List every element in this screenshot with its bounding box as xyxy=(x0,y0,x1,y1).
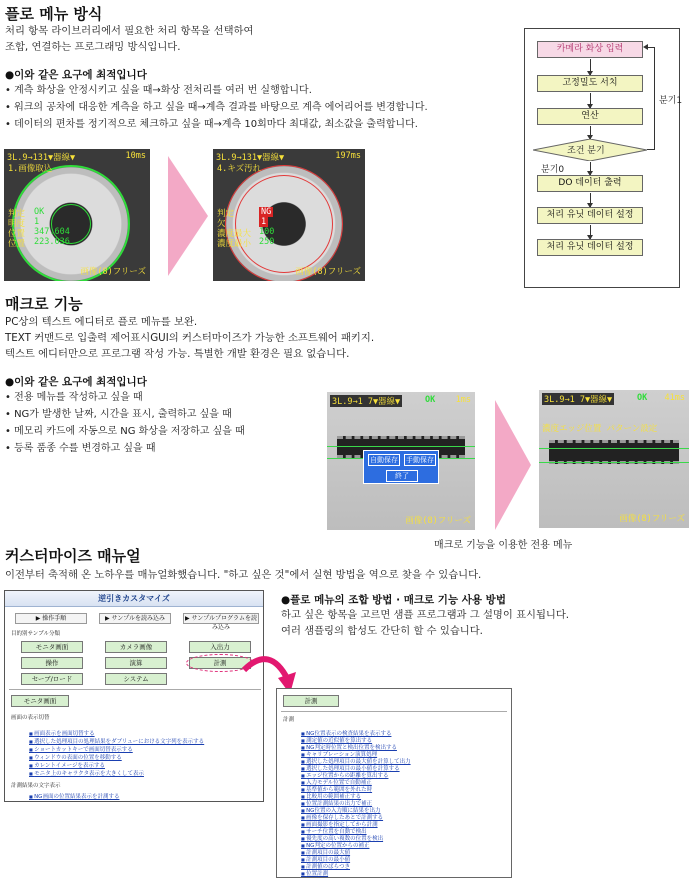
nav-sample-program-button[interactable]: ▶ サンプルプログラムを読み込み xyxy=(183,613,259,624)
macro-bullets xyxy=(5,389,245,457)
sample-link[interactable]: ■ ウィンドウの表面の位置を移動する xyxy=(29,753,122,761)
bullet-item: • NG가 발생한 날짜, 시간을 표시, 출력하고 싶을 때 xyxy=(5,406,245,423)
hud-row-value: 1 xyxy=(261,217,267,227)
inspection-image-after xyxy=(213,149,365,281)
hud-top: 3L.9→131▼器線▼ xyxy=(216,153,285,163)
hud-footer: 画像(8)フリーズ xyxy=(295,267,361,277)
flow-node-camera-input: 카메라 화상 입력 xyxy=(537,41,643,58)
macro-desc-3: 텍스트 에디터만으로 프로그램 작성 가능. 특별한 개발 환경은 필요 없습니다. xyxy=(5,348,350,360)
macro-image-result xyxy=(539,390,689,528)
sample-link[interactable]: ■ ショートカットキーで画面切替表示する xyxy=(29,745,133,753)
hud-row-label: 位置 xyxy=(8,229,26,239)
macro-caption: 매크로 기능을 이용한 전용 메뉴 xyxy=(434,540,573,551)
sample-link[interactable]: ■ 計測項目の最大値 xyxy=(301,848,350,856)
macro-menu-popup xyxy=(363,450,439,484)
hud-row-value: 347.604 xyxy=(34,227,70,237)
hud-label: 4.キズ汚れ xyxy=(217,164,262,174)
bullet-item: • 등록 품종 수를 변경하고 싶을 때 xyxy=(5,440,245,457)
hud-row-label: 欠 xyxy=(217,219,226,229)
section-title-flow-menu: 플로 메뉴 방식 xyxy=(5,5,103,23)
sample-link[interactable]: ■ NG判定時位置と検出位置を検出する xyxy=(301,743,397,751)
manual-desc: 이전부터 축적해 온 노하우를 매뉴얼화했습니다. "하고 싶은 것"에서 실현 방법을 역으로 찾을 수 있습니다. xyxy=(5,569,482,581)
sample-link[interactable]: ■ 選択した処理項目の処理結果をダブリューにおける文字列を表示する xyxy=(29,737,204,745)
sample-link[interactable]: ■ エッジ位置からの距離を算出する xyxy=(301,771,388,779)
bullet-item: • 데이터의 편차를 정기적으로 체크하고 싶을 때→계측 10회마다 최대값, 최소값을 출력합니다. xyxy=(5,116,428,133)
macro-subheading: ●이와 같은 요구에 최적입니다 xyxy=(5,376,147,388)
flow-node-calc: 연산 xyxy=(537,108,643,125)
hud-top: 3L.9→1 7▼器線▼ xyxy=(332,397,401,407)
bullet-item: • 메모리 카드에 자동으로 NG 화상을 저장하고 싶을 때 xyxy=(5,423,245,440)
sample-link[interactable]: ■ カレントイメージを表示する xyxy=(29,761,105,769)
hud-ok: OK xyxy=(637,393,648,403)
bullet-item: • 전용 메뉴를 작성하고 싶을 때 xyxy=(5,389,245,406)
flow-branch-0-label: 분기0 xyxy=(541,165,565,175)
flow-menu-bullets xyxy=(5,82,428,133)
hud-row-value: 223.036 xyxy=(34,237,70,247)
hud-top: 3L.9→1 7▼器線▼ xyxy=(544,395,613,405)
hud-row-label: 判定 xyxy=(217,209,235,219)
flow-node-unit-data-1: 처리 유닛 데이터 설정 xyxy=(537,207,643,224)
cat-measure-button[interactable]: 計測 xyxy=(189,657,251,669)
sample-link[interactable]: ■ 優先度の高い複数の位置を検出 xyxy=(301,834,383,842)
sample-link[interactable]: ■ モニタ上のキャラクタ表示を大きくして表示 xyxy=(29,769,144,777)
exit-button[interactable]: 終了 xyxy=(386,470,418,482)
flow-menu-desc-2: 조합, 연결하는 프로그래밍 방식입니다. xyxy=(5,41,181,53)
nav-sample-button[interactable]: ▶ サンプルを読み込み xyxy=(99,613,171,624)
hud-footer: 画像(8)フリーズ xyxy=(80,267,146,277)
macro-desc-2: TEXT 커맨드로 입출력 제어표시GUI의 커스터마이즈가 가능한 소프트웨어 패키지. xyxy=(5,332,375,344)
hud-row-value: 250 xyxy=(259,237,275,247)
hud-ms: 1ms xyxy=(455,395,471,405)
hud-footer: 画像(8)フリーズ xyxy=(619,514,685,524)
sample-link[interactable]: ■ 計測項目の最小値 xyxy=(301,855,350,863)
cat-monitor-button[interactable]: モニタ画面 xyxy=(21,641,83,653)
flow-menu-subheading: ●이와 같은 요구에 최적입니다 xyxy=(5,69,147,81)
manual-save-button[interactable]: 手動保存 xyxy=(406,456,434,464)
sample-link[interactable]: ■ 位置計測 xyxy=(301,869,328,877)
detail-heading: 計測 xyxy=(283,717,295,723)
bullet-item: • 워크의 공차에 대응한 계측을 하고 싶을 때→계측 결과를 바탕으로 계측 에어리어를 변경합니다. xyxy=(5,99,428,116)
subsection-label: 画面の表示切替 xyxy=(11,715,50,721)
nav-operation-button[interactable]: ▶ 操作手順 xyxy=(15,613,87,624)
macro-desc-1: PC상의 텍스트 에디터로 플로 메뉴를 보완. xyxy=(5,316,198,328)
manual-screenshot-detail xyxy=(276,688,512,878)
cat-operation-button[interactable]: 操作 xyxy=(21,657,83,669)
transition-arrow-icon xyxy=(168,156,208,276)
section-monitor-button[interactable]: モニタ画面 xyxy=(11,695,69,707)
sample-link[interactable]: ■ NG画面の位置結果表示を計測する xyxy=(29,792,119,800)
section-title-macro: 매크로 기능 xyxy=(5,295,83,313)
hud-row-value: NG xyxy=(261,207,272,217)
cat-system-button[interactable]: システム xyxy=(105,673,167,685)
sample-link[interactable]: ■ サーチ位置を自動で検出 xyxy=(301,827,367,835)
flow-node-precision-search: 고정밀도 서치 xyxy=(537,75,643,92)
flow-menu-desc-1: 처리 항목 라이브러리에서 필요한 처리 항목을 선택하여 xyxy=(5,25,254,37)
flow-node-unit-data-2: 처리 유닛 데이터 설정 xyxy=(537,239,643,256)
hud-row-label: 明度 xyxy=(8,219,26,229)
cat-camera-button[interactable]: カメラ画像 xyxy=(105,641,167,653)
cat-calc-button[interactable]: 演算 xyxy=(105,657,167,669)
hud-label: 1.画像取込 xyxy=(8,164,53,174)
sample-link[interactable]: ■ 入力モデル位置で自動補正 xyxy=(301,778,372,786)
flow-node-do-output: DO 데이터 출력 xyxy=(537,175,643,192)
sample-link[interactable]: ■ NG位置表示の検査結果を表示する xyxy=(301,729,391,737)
hud-ms: 41ms xyxy=(664,393,685,403)
sample-link[interactable]: ■ 比較用の範囲補正する xyxy=(301,792,361,800)
section-title-manual: 커스터마이즈 매뉴얼 xyxy=(5,547,141,565)
bullet-item: • 계측 화상을 안정시키고 싶을 때→화상 전처리를 여러 번 실행합니다. xyxy=(5,82,428,99)
hud-row-label: 濃度最小 xyxy=(217,239,252,249)
sample-link[interactable]: ■ 画面表示を画面切替する xyxy=(29,729,95,737)
hud-row-label: 判定 xyxy=(8,209,26,219)
flow-node-branch-label: 조건 분기 xyxy=(567,146,605,156)
sample-link[interactable]: ■ NG判定の位置からの補正 xyxy=(301,841,369,849)
auto-save-button[interactable]: 自動保存 xyxy=(370,456,398,464)
flow-branch-1-label: 분기1 xyxy=(659,96,683,106)
manual-subheading: ●플로 메뉴의 조합 방법 · 매크로 기능 사용 방법 xyxy=(281,594,506,606)
hud-top: 3L.9→131▼器線▼ xyxy=(7,153,76,163)
manual-desc-2a: 하고 싶은 항목을 고르면 샘플 프로그램과 그 설명이 표시됩니다. xyxy=(281,609,570,621)
sample-link[interactable]: ■ キャリブレーション演算処理 xyxy=(301,750,377,758)
hud-row-value: 1 xyxy=(34,217,40,227)
sample-link[interactable]: ■ 基準値から範囲を外れた時 xyxy=(301,785,372,793)
window-title: 逆引きカスタマイズ xyxy=(5,591,263,607)
hud-row-label: 位置 xyxy=(8,239,26,249)
hud-row-value: OK xyxy=(34,207,45,217)
hud-footer: 画像(8)フリーズ xyxy=(405,516,471,526)
sample-link[interactable]: ■ 測定値の近似値を算出する xyxy=(301,736,372,744)
measure-header-button[interactable]: 計測 xyxy=(283,695,339,707)
hud-ms: 10ms xyxy=(125,151,146,161)
defect-ring-marker xyxy=(235,175,333,273)
manual-screenshot-main xyxy=(4,590,264,802)
sample-link[interactable]: ■ NG位置の入力順に結果を出力 xyxy=(301,806,380,814)
manual-desc-2b: 여러 샘플링의 합성도 간단히 할 수 있습니다. xyxy=(281,625,483,637)
sample-link[interactable]: ■ 位置計測結果の出力で補正 xyxy=(301,799,372,807)
ic-chip xyxy=(549,440,679,464)
macro-image-menu xyxy=(327,392,475,530)
subsection-label: 計測結果の文字表示 xyxy=(11,783,61,789)
sample-link[interactable]: ■ 選択した処理項目の最大値を計算して出力 xyxy=(301,757,411,765)
cat-saveload-button[interactable]: セーブ/ロード xyxy=(21,673,83,685)
flow-chart xyxy=(524,28,683,288)
hud-ok: OK xyxy=(425,395,436,405)
group-label: 目的別サンプル分類 xyxy=(11,631,61,637)
sample-link[interactable]: ■ 計測値のばらつき xyxy=(301,862,350,870)
inspection-image-before xyxy=(4,149,150,281)
cat-io-button[interactable]: 入出力 xyxy=(189,641,251,653)
sample-link[interactable]: ■ 画面撮影を指定してから計測 xyxy=(301,820,378,828)
sample-link[interactable]: ■ 画像を保存したあとで計測する xyxy=(301,813,383,821)
hud-ms: 197ms xyxy=(335,151,361,161)
sample-link[interactable]: ■ 選択した処理項目の最小値を計算する xyxy=(301,764,400,772)
hud-label: 濃度エッジ位置 パターン設定 xyxy=(542,424,658,434)
transition-arrow-icon xyxy=(495,400,531,530)
hud-row-value: 100 xyxy=(259,227,275,237)
hud-row-label: 濃度最大 xyxy=(217,229,252,239)
